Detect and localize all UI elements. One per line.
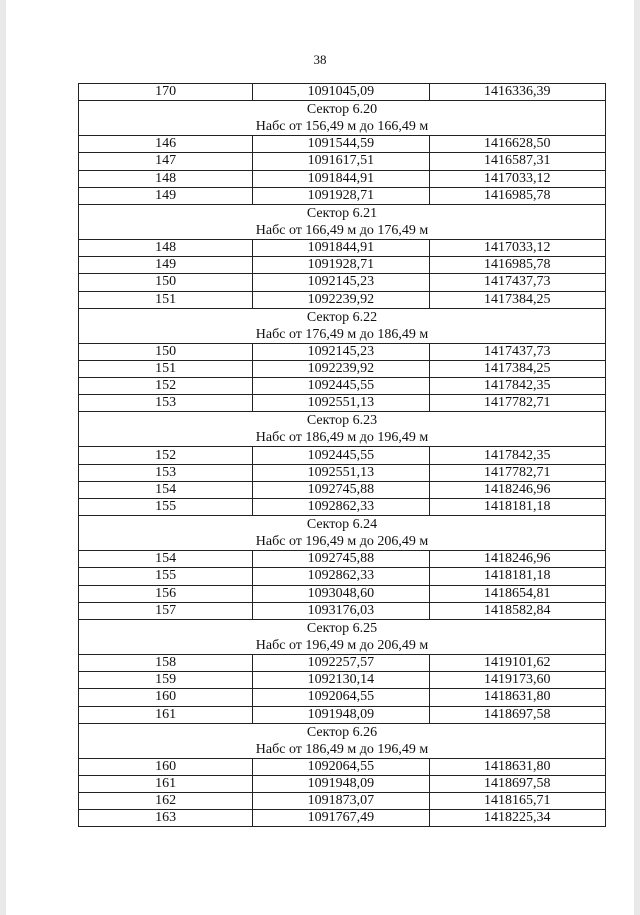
x-coordinate-cell: 1092551,13 xyxy=(253,464,429,481)
x-coordinate-cell: 1092445,55 xyxy=(253,378,429,395)
sector-header-cell xyxy=(79,308,606,343)
table-row xyxy=(79,654,606,671)
point-number-cell: 160 xyxy=(79,758,253,775)
x-coordinate-cell: 1092064,55 xyxy=(253,758,429,775)
document-page xyxy=(6,0,634,915)
table-row xyxy=(79,257,606,274)
sector-header-row xyxy=(79,723,606,758)
y-coordinate-cell: 1418631,80 xyxy=(429,758,605,775)
table-row xyxy=(79,689,606,706)
x-coordinate-cell: 1092862,33 xyxy=(253,499,429,516)
y-coordinate-cell: 1418181,18 xyxy=(429,499,605,516)
sector-header-cell xyxy=(79,204,606,239)
point-number-cell: 155 xyxy=(79,499,253,516)
x-coordinate-cell: 1091948,09 xyxy=(253,775,429,792)
point-number-cell: 161 xyxy=(79,706,253,723)
y-coordinate-cell: 1416985,78 xyxy=(429,187,605,204)
sector-title: Сектор 6.21 xyxy=(306,205,378,221)
table-row xyxy=(79,672,606,689)
point-number-cell: 162 xyxy=(79,793,253,810)
table-row xyxy=(79,602,606,619)
point-number-cell: 154 xyxy=(79,551,253,568)
y-coordinate-cell: 1416336,39 xyxy=(429,84,605,101)
table-row xyxy=(79,84,606,101)
table-row xyxy=(79,568,606,585)
y-coordinate-cell: 1417384,25 xyxy=(429,291,605,308)
x-coordinate-cell: 1092145,23 xyxy=(253,343,429,360)
table-row xyxy=(79,551,606,568)
sector-height-range: Набс от 166,49 м до 176,49 м xyxy=(255,222,429,238)
table-row xyxy=(79,153,606,170)
x-coordinate-cell: 1093176,03 xyxy=(253,602,429,619)
x-coordinate-cell: 1091544,59 xyxy=(253,136,429,153)
table-row xyxy=(79,395,606,412)
table-row xyxy=(79,585,606,602)
x-coordinate-cell: 1093048,60 xyxy=(253,585,429,602)
point-number-cell: 160 xyxy=(79,689,253,706)
point-number-cell: 148 xyxy=(79,239,253,256)
y-coordinate-cell: 1418246,96 xyxy=(429,481,605,498)
point-number-cell: 146 xyxy=(79,136,253,153)
sector-header-cell xyxy=(79,516,606,551)
x-coordinate-cell: 1091844,91 xyxy=(253,239,429,256)
x-coordinate-cell: 1092239,92 xyxy=(253,360,429,377)
y-coordinate-cell: 1418654,81 xyxy=(429,585,605,602)
x-coordinate-cell: 1092745,88 xyxy=(253,481,429,498)
table-row xyxy=(79,464,606,481)
x-coordinate-cell: 1091045,09 xyxy=(253,84,429,101)
y-coordinate-cell: 1418225,34 xyxy=(429,810,605,827)
coordinates-table-body xyxy=(79,84,606,827)
sector-header-row xyxy=(79,619,606,654)
y-coordinate-cell: 1417842,35 xyxy=(429,447,605,464)
table-row xyxy=(79,136,606,153)
y-coordinate-cell: 1418165,71 xyxy=(429,793,605,810)
table-row xyxy=(79,481,606,498)
y-coordinate-cell: 1418697,58 xyxy=(429,706,605,723)
point-number-cell: 157 xyxy=(79,602,253,619)
y-coordinate-cell: 1416628,50 xyxy=(429,136,605,153)
table-row xyxy=(79,810,606,827)
y-coordinate-cell: 1418582,84 xyxy=(429,602,605,619)
sector-title: Сектор 6.24 xyxy=(306,517,378,533)
x-coordinate-cell: 1092130,14 xyxy=(253,672,429,689)
point-number-cell: 155 xyxy=(79,568,253,585)
point-number-cell: 150 xyxy=(79,343,253,360)
x-coordinate-cell: 1092551,13 xyxy=(253,395,429,412)
table-row xyxy=(79,378,606,395)
y-coordinate-cell: 1417782,71 xyxy=(429,464,605,481)
point-number-cell: 153 xyxy=(79,464,253,481)
table-row xyxy=(79,499,606,516)
sector-header-row xyxy=(79,412,606,447)
sector-height-range: Набс от 176,49 м до 186,49 м xyxy=(255,326,429,342)
x-coordinate-cell: 1092745,88 xyxy=(253,551,429,568)
point-number-cell: 147 xyxy=(79,153,253,170)
point-number-cell: 151 xyxy=(79,360,253,377)
point-number-cell: 151 xyxy=(79,291,253,308)
sector-height-range: Набс от 196,49 м до 206,49 м xyxy=(255,534,429,550)
y-coordinate-cell: 1417782,71 xyxy=(429,395,605,412)
y-coordinate-cell: 1418631,80 xyxy=(429,689,605,706)
x-coordinate-cell: 1091928,71 xyxy=(253,187,429,204)
point-number-cell: 152 xyxy=(79,447,253,464)
table-row xyxy=(79,170,606,187)
sector-header-row xyxy=(79,101,606,136)
point-number-cell: 159 xyxy=(79,672,253,689)
y-coordinate-cell: 1417842,35 xyxy=(429,378,605,395)
sector-header-cell xyxy=(79,723,606,758)
point-number-cell: 149 xyxy=(79,257,253,274)
x-coordinate-cell: 1091948,09 xyxy=(253,706,429,723)
point-number-cell: 156 xyxy=(79,585,253,602)
x-coordinate-cell: 1092064,55 xyxy=(253,689,429,706)
table-row xyxy=(79,706,606,723)
y-coordinate-cell: 1419101,62 xyxy=(429,654,605,671)
y-coordinate-cell: 1417437,73 xyxy=(429,343,605,360)
y-coordinate-cell: 1418697,58 xyxy=(429,775,605,792)
table-row xyxy=(79,239,606,256)
x-coordinate-cell: 1092239,92 xyxy=(253,291,429,308)
table-row xyxy=(79,274,606,291)
point-number-cell: 148 xyxy=(79,170,253,187)
y-coordinate-cell: 1418181,18 xyxy=(429,568,605,585)
y-coordinate-cell: 1417033,12 xyxy=(429,170,605,187)
x-coordinate-cell: 1091873,07 xyxy=(253,793,429,810)
y-coordinate-cell: 1419173,60 xyxy=(429,672,605,689)
x-coordinate-cell: 1091844,91 xyxy=(253,170,429,187)
point-number-cell: 153 xyxy=(79,395,253,412)
point-number-cell: 158 xyxy=(79,654,253,671)
sector-title: Сектор 6.23 xyxy=(306,413,378,429)
sector-height-range: Набс от 156,49 м до 166,49 м xyxy=(255,119,429,135)
page-number: 38 xyxy=(313,52,327,67)
point-number-cell: 163 xyxy=(79,810,253,827)
x-coordinate-cell: 1091928,71 xyxy=(253,257,429,274)
table-row xyxy=(79,360,606,377)
x-coordinate-cell: 1091767,49 xyxy=(253,810,429,827)
x-coordinate-cell: 1092862,33 xyxy=(253,568,429,585)
x-coordinate-cell: 1092445,55 xyxy=(253,447,429,464)
sector-header-cell xyxy=(79,412,606,447)
y-coordinate-cell: 1416587,31 xyxy=(429,153,605,170)
x-coordinate-cell: 1092145,23 xyxy=(253,274,429,291)
sector-title: Сектор 6.25 xyxy=(306,620,378,636)
sector-title: Сектор 6.20 xyxy=(306,102,378,118)
x-coordinate-cell: 1091617,51 xyxy=(253,153,429,170)
table-row xyxy=(79,793,606,810)
y-coordinate-cell: 1417437,73 xyxy=(429,274,605,291)
point-number-cell: 161 xyxy=(79,775,253,792)
table-row xyxy=(79,758,606,775)
sector-header-cell xyxy=(79,101,606,136)
sector-height-range: Набс от 186,49 м до 196,49 м xyxy=(255,741,429,757)
table-row xyxy=(79,775,606,792)
point-number-cell: 150 xyxy=(79,274,253,291)
sector-header-row xyxy=(79,516,606,551)
sector-title: Сектор 6.26 xyxy=(306,724,378,740)
point-number-cell: 152 xyxy=(79,378,253,395)
x-coordinate-cell: 1092257,57 xyxy=(253,654,429,671)
point-number-cell: 149 xyxy=(79,187,253,204)
table-row xyxy=(79,343,606,360)
sector-title: Сектор 6.22 xyxy=(306,309,378,325)
sector-header-row xyxy=(79,204,606,239)
y-coordinate-cell: 1416985,78 xyxy=(429,257,605,274)
coordinates-table xyxy=(78,83,606,827)
sector-header-cell xyxy=(79,619,606,654)
y-coordinate-cell: 1417033,12 xyxy=(429,239,605,256)
sector-height-range: Набс от 186,49 м до 196,49 м xyxy=(255,430,429,446)
table-row xyxy=(79,187,606,204)
sector-header-row xyxy=(79,308,606,343)
point-number-cell: 170 xyxy=(79,84,253,101)
table-row xyxy=(79,291,606,308)
point-number-cell: 154 xyxy=(79,481,253,498)
table-row xyxy=(79,447,606,464)
sector-height-range: Набс от 196,49 м до 206,49 м xyxy=(255,637,429,653)
y-coordinate-cell: 1417384,25 xyxy=(429,360,605,377)
y-coordinate-cell: 1418246,96 xyxy=(429,551,605,568)
